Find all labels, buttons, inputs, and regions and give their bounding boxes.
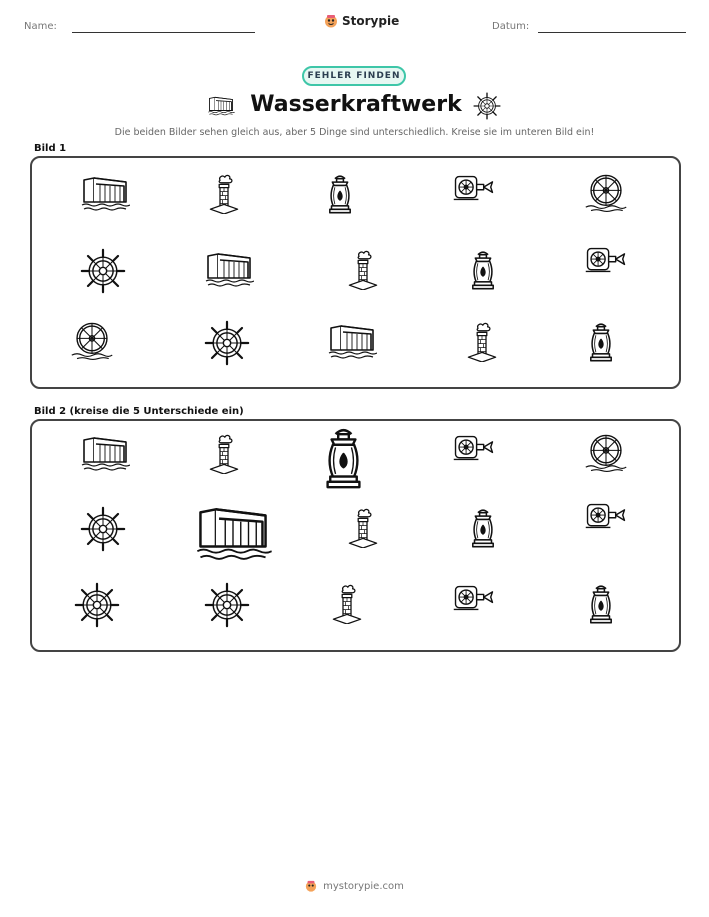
page-title: Wasserkraftwerk xyxy=(250,92,462,117)
waterwheel-icon[interactable] xyxy=(584,432,628,474)
lantern-icon xyxy=(323,172,357,216)
name-field[interactable] xyxy=(72,32,255,33)
picture2-label: Bild 2 (kreise die 5 Unterschiede ein) xyxy=(34,406,244,417)
instructions: Die beiden Bilder sehen gleich aus, aber 5 Dinge sind unterschiedlich. Kreise sie im unteren Bild ein! xyxy=(114,127,595,138)
dam-icon xyxy=(80,172,130,212)
storypie-mascot-icon xyxy=(324,14,338,28)
lantern-icon[interactable] xyxy=(584,582,618,626)
dam-icon[interactable] xyxy=(194,500,272,562)
ship-wheel-icon xyxy=(204,320,250,366)
ship-wheel-icon xyxy=(472,92,502,120)
turbine-icon xyxy=(452,172,496,204)
turbine-icon[interactable] xyxy=(452,582,496,614)
storypie-mascot-icon xyxy=(305,880,317,892)
lantern-icon xyxy=(466,248,500,292)
footer-url: mystorypie.com xyxy=(323,880,404,892)
chimney-icon[interactable] xyxy=(343,506,383,550)
ship-wheel-icon xyxy=(80,248,126,294)
lantern-icon[interactable] xyxy=(317,424,370,492)
turbine-icon[interactable] xyxy=(452,432,496,464)
dam-icon xyxy=(327,320,377,360)
chimney-icon[interactable] xyxy=(327,582,367,626)
brand-logo xyxy=(324,14,399,28)
date-label: Datum: xyxy=(492,21,530,32)
dam-icon xyxy=(204,248,254,288)
brand-name: Storypie xyxy=(342,14,400,28)
waterwheel-icon xyxy=(584,172,628,214)
lantern-icon[interactable] xyxy=(466,506,500,550)
chimney-icon xyxy=(343,248,383,292)
date-field[interactable] xyxy=(538,32,686,33)
dam-icon xyxy=(206,94,236,116)
ship-wheel-icon[interactable] xyxy=(204,582,250,628)
ship-wheel-icon[interactable] xyxy=(80,506,126,552)
dam-icon[interactable] xyxy=(80,432,130,472)
category-badge: FEHLER FINDEN xyxy=(302,66,406,86)
chimney-icon[interactable] xyxy=(204,432,244,476)
name-label: Name: xyxy=(24,21,57,32)
turbine-icon xyxy=(584,244,628,276)
lantern-icon xyxy=(584,320,618,364)
chimney-icon xyxy=(204,172,244,216)
footer xyxy=(0,880,709,892)
picture1-label: Bild 1 xyxy=(34,143,67,154)
turbine-icon[interactable] xyxy=(584,500,628,532)
ship-wheel-icon[interactable] xyxy=(74,582,120,628)
waterwheel-icon xyxy=(70,320,114,362)
chimney-icon xyxy=(462,320,502,364)
